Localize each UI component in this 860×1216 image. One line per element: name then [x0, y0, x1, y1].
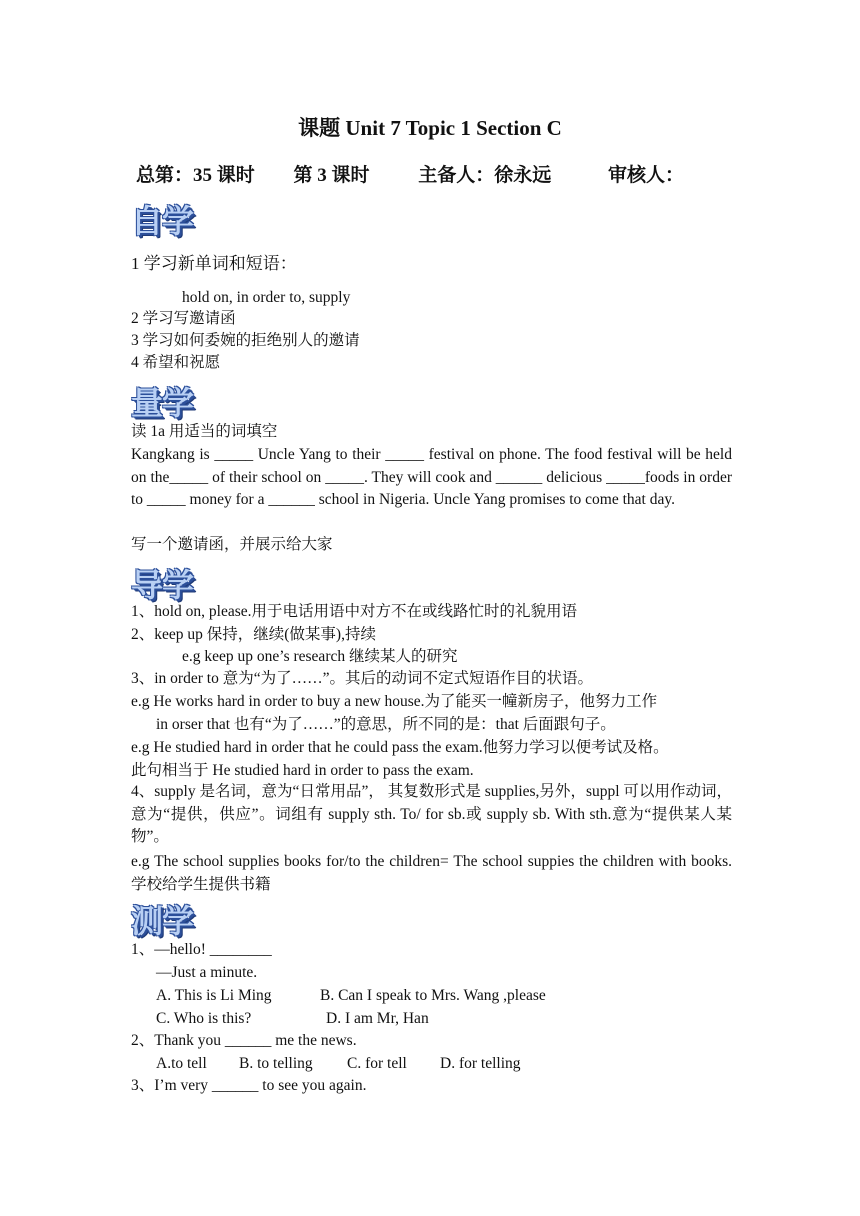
self-study-item-2: 2 学习写邀请函 — [131, 310, 236, 327]
guide-paragraph-example: e.g The school supplies books for/to the children= The school suppies the children with books. 学校给学生提供书籍 — [131, 853, 732, 893]
guide-line-6: in orser that 也有“为了……”的意思，所不同的是：that 后面跟句子。 — [156, 716, 616, 733]
guide-line-8: 此句相当于 He studied hard in order to pass the exam. — [131, 762, 474, 779]
reviewer: 审核人： — [608, 165, 685, 186]
section-heading-self-study: 自学 — [131, 202, 194, 240]
test-question-2: 2、Thank you ______ me the news. — [131, 1032, 357, 1049]
test-question-3: 3、I’m very ______ to see you again. — [131, 1077, 367, 1094]
test-q1-option-c: C. Who is this? — [156, 1010, 252, 1027]
test-q1-option-b: B. Can I speak to Mrs. Wang ,please — [320, 987, 546, 1004]
test-question-1: 1、—hello! ________ — [131, 941, 272, 958]
total-lessons: 总第：35 课时 — [136, 165, 255, 186]
self-study-words: hold on, in order to, supply — [182, 289, 351, 306]
test-q1-option-d: D. I am Mr, Han — [326, 1010, 429, 1027]
guide-line-3: e.g keep up one’s research 继续某人的研究 — [182, 648, 458, 665]
self-study-item-4: 4 希望和祝愿 — [131, 354, 221, 371]
guide-line-5: e.g He works hard in order to buy a new house.为了能买一幢新房子，他努力工作 — [131, 693, 658, 710]
lesson-meta — [136, 160, 684, 187]
lesson-number: 第 3 课时 — [293, 165, 370, 186]
section-heading-guide: 导学 — [131, 566, 194, 604]
test-q2-option-a: A.to tell — [156, 1055, 207, 1072]
preparer: 主备人：徐永远 — [418, 165, 552, 186]
test-q1-option-a: A. This is Li Ming — [156, 987, 272, 1004]
guide-line-1: 1、hold on, please.用于电话用语中对方不在或线路忙时的礼貌用语 — [131, 603, 578, 620]
self-study-item-3: 3 学习如何委婉的拒绝别人的邀请 — [131, 332, 360, 349]
test-question-1-reply: —Just a minute. — [156, 964, 258, 981]
measure-write: 写一个邀请函，并展示给大家 — [131, 536, 333, 553]
page-title: 课题 Unit 7 Topic 1 Section C — [298, 116, 562, 140]
test-q2-option-c: C. for tell — [347, 1055, 407, 1072]
measure-passage: Kangkang is _____ Uncle Yang to their _____ festival on phone. The food festival will be held on the_____ of their school on _____. They will cook and ______ delicious _____foods in order to _____ money for a ______ school in Nigeria. Uncle Yang promises to come that day. — [131, 446, 732, 509]
section-heading-measure: 量学 — [131, 384, 194, 422]
self-study-item-1: 1 学习新单词和短语： — [131, 254, 297, 273]
measure-task: 读 1a 用适当的词填空 — [131, 423, 278, 440]
guide-line-4: 3、in order to 意为“为了……”。其后的动词不定式短语作目的状语。 — [131, 670, 593, 687]
test-q2-option-b: B. to telling — [239, 1055, 313, 1072]
guide-paragraph-supply: 4、supply 是名词，意为“日常用品”， 其复数形式是 supplies,另外，suppl 可以用作动词，意为“提供，供应”。词组有 supply sth. To/ for sb.或 supply sb. With sth.意为“提供某人某物”。 — [131, 783, 732, 846]
test-q2-option-d: D. for telling — [440, 1055, 521, 1072]
guide-line-7: e.g He studied hard in order that he could pass the exam.他努力学习以便考试及格。 — [131, 739, 669, 756]
guide-line-2: 2、keep up 保持，继续(做某事),持续 — [131, 626, 376, 643]
section-heading-test: 测学 — [131, 902, 194, 940]
